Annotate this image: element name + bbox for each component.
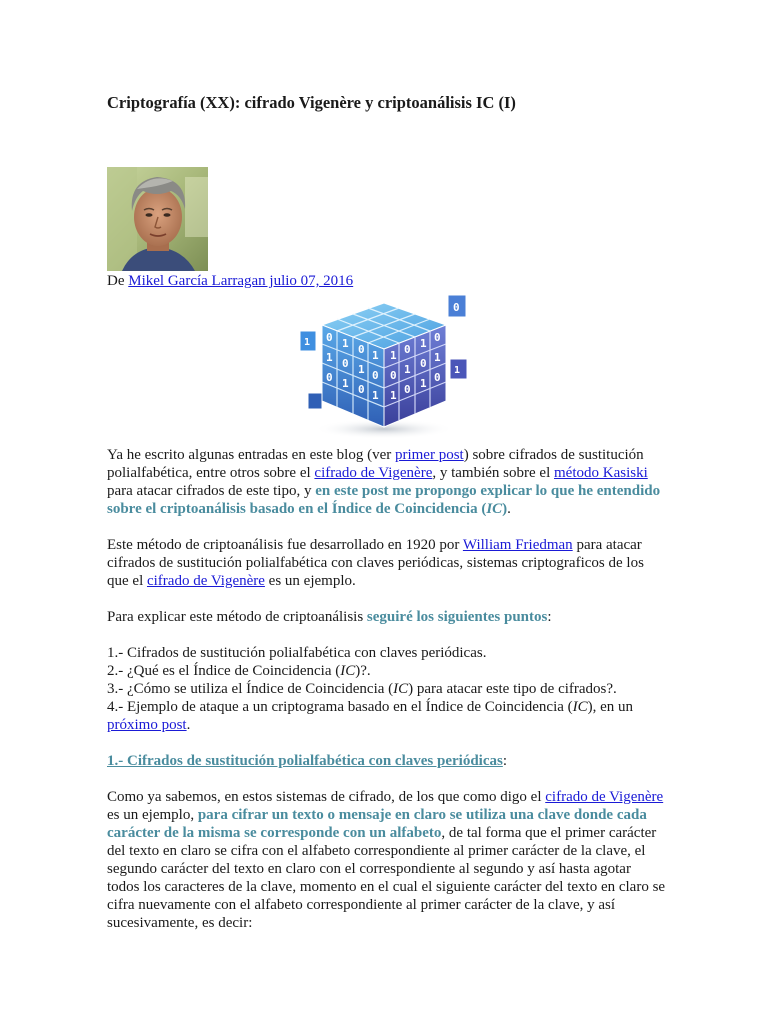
- link-proximo-post[interactable]: próximo post: [107, 717, 187, 733]
- text: en este post me propongo explicar lo que he entendido sobre el criptoanálisis basado en el Índice de Coincidencia (: [107, 483, 661, 517]
- list-item: 1.- Cifrados de sustitución polialfabética con claves periódicas.: [107, 645, 487, 661]
- text: Como ya sabemos, en estos sistemas de cifrado, de los que como digo el: [107, 789, 546, 805]
- text: ) sobre cifrados de sustitución polialfabética, entre otros sobre el: [107, 447, 644, 481]
- text: :: [547, 609, 552, 625]
- text: ), en un: [587, 699, 634, 715]
- history-paragraph: [107, 536, 667, 590]
- text: es un ejemplo.: [264, 573, 356, 589]
- text: IC: [393, 681, 409, 697]
- text: :: [502, 753, 507, 769]
- text: IC: [572, 699, 588, 715]
- svg-text:1: 1: [304, 337, 311, 348]
- text: Ya he escrito algunas entradas en este blog (ver: [107, 447, 395, 463]
- text: 3.- ¿Cómo se utiliza el Índice de Coincidencia (: [107, 681, 394, 697]
- author-link[interactable]: Mikel García Larragan julio 07, 2016: [128, 273, 354, 289]
- page-title: Criptografía (XX): cifrado Vigenère y criptoanálisis IC (I): [107, 93, 516, 112]
- link-cifrado-vigenere-3[interactable]: cifrado de Vigenère: [545, 789, 664, 805]
- svg-text:0: 0: [358, 343, 365, 356]
- text: .: [507, 501, 511, 517]
- section-1-heading: [107, 752, 667, 770]
- svg-text:0: 0: [342, 357, 349, 370]
- svg-text:1: 1: [372, 349, 379, 362]
- text: .: [186, 717, 191, 733]
- text: IC: [486, 501, 503, 517]
- binary-cube-image: [298, 289, 472, 443]
- text: Este método de criptoanálisis fue desarrollado en 1920 por: [107, 537, 463, 553]
- svg-text:1: 1: [390, 349, 397, 362]
- text: , de tal forma que el primer carácter del texto en claro se cifra con el alfabeto correspondiente al primer carácter de la clave, el segundo carácter del texto en claro con el correspondiente al segundo y así hasta agotar todos los caracteres de la clave, momento en el cual el siguiente carácter del texto en claro se cifra nuevamente con el alfabeto correspondiente al primer carácter de la clave, y así sucesivamente, es decir:: [107, 825, 666, 931]
- svg-text:0: 0: [404, 383, 411, 396]
- svg-text:0: 0: [434, 371, 441, 384]
- text: Para explicar este método de criptoanálisis: [107, 609, 367, 625]
- svg-text:0: 0: [358, 383, 365, 396]
- svg-text:1: 1: [326, 351, 333, 364]
- text: ) para atacar este tipo de cifrados?.: [408, 681, 617, 697]
- link-metodo-kasiski[interactable]: método Kasiski: [554, 465, 648, 481]
- highlight-text: seguiré los siguientes puntos: [366, 609, 548, 625]
- svg-text:1: 1: [372, 389, 379, 402]
- svg-text:0: 0: [326, 331, 333, 344]
- list-item: [107, 698, 667, 734]
- text: , y también sobre el: [432, 465, 554, 481]
- svg-text:1: 1: [420, 337, 427, 350]
- byline: [107, 272, 353, 290]
- list-item: [107, 680, 667, 698]
- intro-paragraph: [107, 446, 667, 518]
- section-1-title-link[interactable]: 1.- Cifrados de sustitución polialfabética con claves periódicas: [107, 753, 503, 769]
- text: 2.- ¿Qué es el Índice de Coincidencia (: [107, 663, 341, 679]
- list-item: [107, 662, 667, 680]
- svg-text:1: 1: [358, 363, 365, 376]
- svg-text:1: 1: [342, 377, 349, 390]
- text: )?.: [355, 663, 371, 679]
- link-primer-post[interactable]: primer post: [394, 447, 464, 463]
- text: para atacar cifrados de sustitución polialfabética con claves periódicas, sistemas criptograficos de los que el: [107, 537, 644, 589]
- text: para atacar cifrados de este tipo, y: [107, 483, 316, 499]
- outline-list: [107, 644, 667, 734]
- svg-text:0: 0: [453, 301, 460, 314]
- svg-text:0: 0: [372, 369, 379, 382]
- text: es un ejemplo,: [107, 807, 198, 823]
- author-photo: [107, 167, 208, 271]
- svg-text:1: 1: [342, 337, 349, 350]
- link-william-friedman[interactable]: William Friedman: [462, 537, 573, 553]
- svg-text:0: 0: [420, 357, 427, 370]
- article-body: [107, 446, 667, 950]
- text: ): [502, 501, 508, 517]
- svg-text:1: 1: [454, 365, 461, 376]
- highlight-text: para cifrar un texto o mensaje en claro se utiliza una clave donde cada carácter de la misma se corresponde con un alfabeto: [107, 807, 647, 841]
- svg-text:1: 1: [420, 377, 427, 390]
- link-cifrado-vigenere[interactable]: cifrado de Vigenère: [314, 465, 433, 481]
- svg-text:0: 0: [404, 343, 411, 356]
- byline-prefix: De: [107, 273, 129, 289]
- svg-text:0: 0: [326, 371, 333, 384]
- text: 4.- Ejemplo de ataque a un criptograma basado en el Índice de Coincidencia (: [107, 699, 573, 715]
- svg-text:1: 1: [434, 351, 441, 364]
- section-1-paragraph: [107, 788, 667, 932]
- svg-text:1: 1: [404, 363, 411, 376]
- svg-text:0: 0: [390, 369, 397, 382]
- svg-text:0: 0: [434, 331, 441, 344]
- plan-paragraph: [107, 608, 667, 626]
- text: IC: [340, 663, 356, 679]
- svg-text:1: 1: [390, 389, 397, 402]
- link-cifrado-vigenere-2[interactable]: cifrado de Vigenère: [146, 573, 265, 589]
